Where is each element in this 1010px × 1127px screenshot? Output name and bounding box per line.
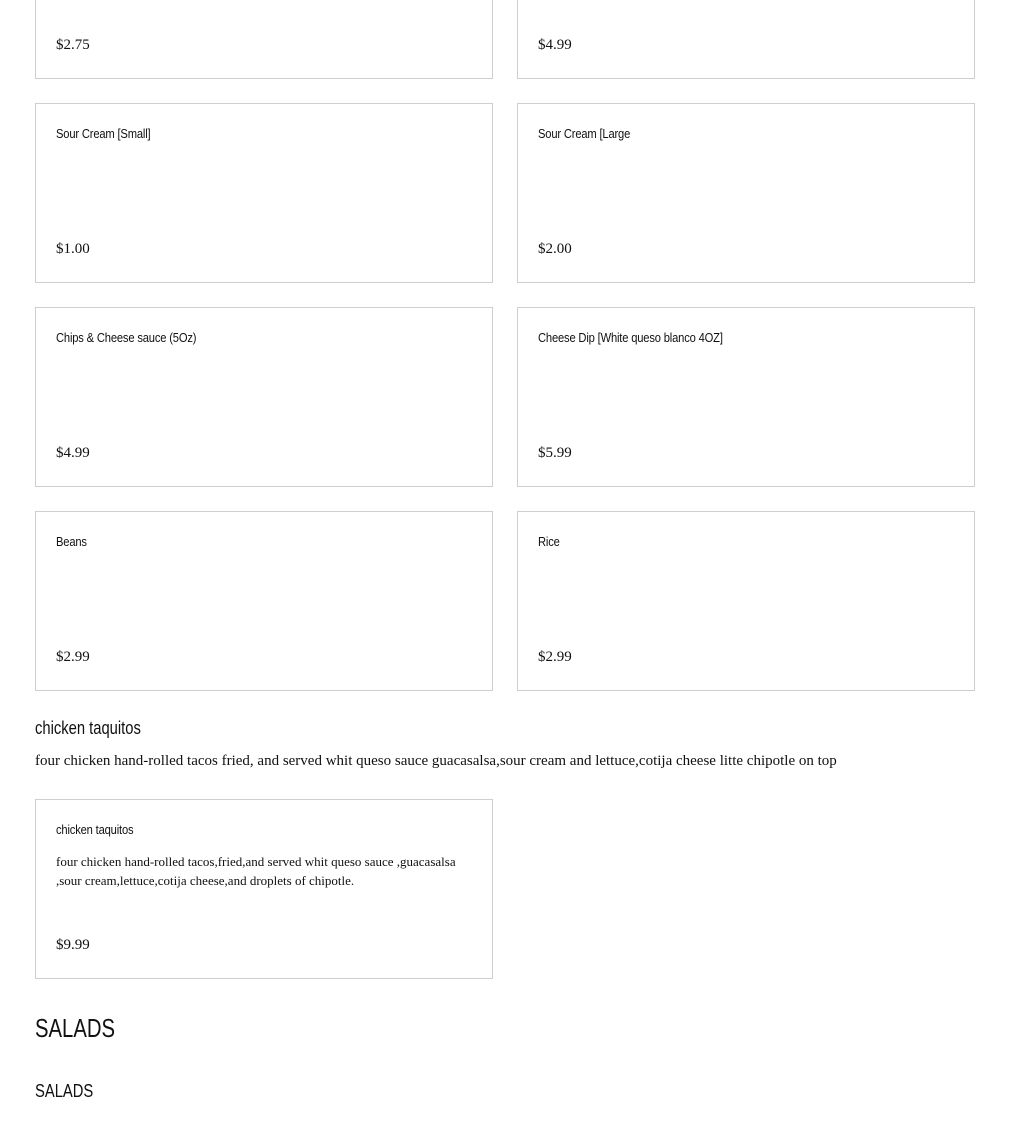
menu-heading-salads: SALADS [35,1013,116,1043]
item-name: Sour Cream [Small] [56,126,151,141]
section-title-chicken-taquitos: chicken taquitos [35,718,141,738]
menu-item-chicken-taquitos[interactable] [35,799,493,979]
item-name: Chips & Cheese sauce (5Oz) [56,330,197,345]
item-name: Sour Cream [Large [538,126,631,141]
item-name: Beans [56,534,87,549]
menu-item-beans[interactable] [35,511,493,691]
item-description: four chicken hand-rolled tacos,fried,and served whit queso sauce ,guacasalsa ,sour cream,lettuce,cotija cheese,and droplets of chipotle. [56,854,456,888]
menu-item-card[interactable] [517,0,975,79]
menu-item-sour-cream-small[interactable] [35,103,493,283]
item-name: chicken taquitos [56,822,134,837]
menu-item-chips-cheese-sauce[interactable] [35,307,493,487]
item-price: $2.99 [538,649,572,665]
item-price: $5.99 [538,445,572,461]
section-description-chicken-taquitos: four chicken hand-rolled tacos fried, and served whit queso sauce guacasalsa,sour cream and lettuce,cotija cheese litte chipotle on top [35,753,837,769]
section-title-salads: SALADS [35,1081,94,1101]
item-name: Rice [538,534,560,549]
item-price: $2.00 [538,241,572,257]
item-price: $4.99 [56,445,90,461]
menu-item-rice[interactable] [517,511,975,691]
menu-item-card[interactable] [35,0,493,79]
item-price: $1.00 [56,241,90,257]
item-name: Cheese Dip [White queso blanco 4OZ] [538,330,723,345]
item-price: $2.99 [56,649,90,665]
menu-item-sour-cream-large[interactable] [517,103,975,283]
item-price: $9.99 [56,937,90,953]
menu-item-cheese-dip[interactable] [517,307,975,487]
item-price: $2.75 [56,37,90,53]
item-price: $4.99 [538,37,572,53]
